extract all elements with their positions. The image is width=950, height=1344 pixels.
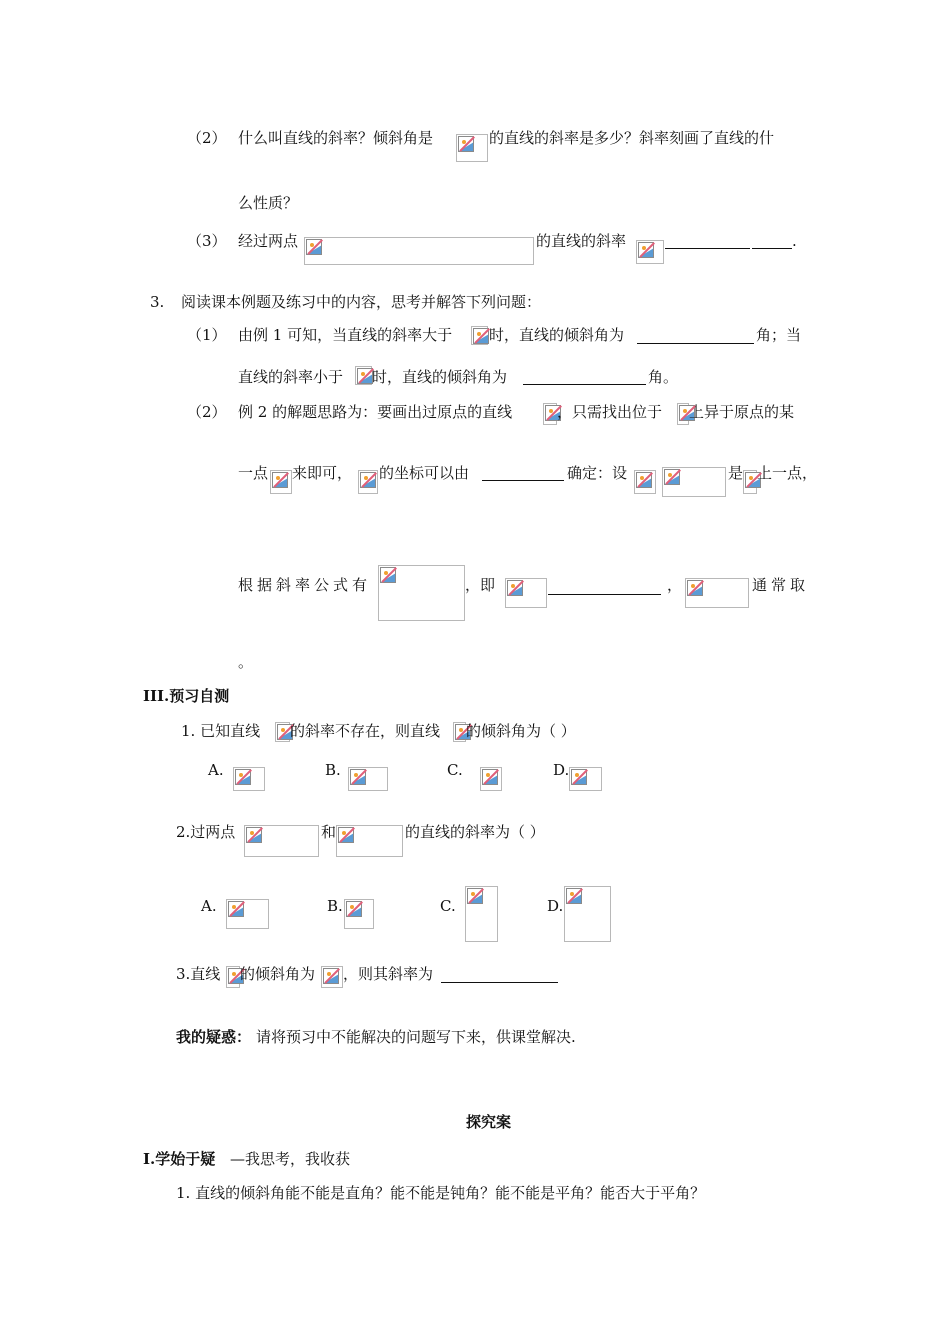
q3-period: . — [792, 232, 797, 250]
s3-p2-text-e: 来即可， — [292, 464, 353, 482]
section-3-number: 3. — [150, 293, 165, 311]
test-q2-text-a: 2.过两点 — [176, 823, 236, 841]
s3-p1-text-a: 由例 1 可知，当直线的斜率大于 — [238, 326, 453, 344]
answer-blank[interactable] — [752, 248, 792, 249]
formula-image-icon — [662, 467, 726, 497]
s3-p1-text-d: 直线的斜率小于 — [238, 368, 344, 386]
q2-text-end: 么性质？ — [238, 194, 299, 212]
s3-p1-number: （1） — [187, 326, 227, 344]
s3-p2-text-c: 上异于原点的某 — [689, 403, 795, 421]
test-q1-option-a[interactable]: A. — [208, 761, 224, 779]
answer-blank[interactable] — [637, 343, 754, 344]
test-q2-text-b: 和 — [321, 823, 337, 841]
test-q2-option-c[interactable]: C. — [440, 897, 456, 915]
test-q1-text-c: 的倾斜角为（ ） — [466, 722, 576, 740]
formula-image-icon — [636, 240, 664, 264]
s3-p1-text-e: 时，直线的倾斜角为 — [372, 368, 508, 386]
formula-image-icon — [465, 886, 498, 942]
test-q1-option-c[interactable]: C. — [447, 761, 463, 779]
formula-image-icon — [471, 326, 488, 345]
s3-p1-text-c: 角；当 — [756, 326, 802, 344]
s3-p2-text-m: 通常取 — [752, 576, 810, 594]
formula-image-icon — [226, 899, 269, 929]
s3-p2-text-a: 例 2 的解题思路为：要画出过原点的直线 — [238, 403, 513, 421]
answer-blank[interactable] — [548, 594, 661, 595]
answer-blank[interactable] — [441, 982, 558, 983]
test-q2-option-d[interactable]: D. — [547, 897, 564, 915]
test-q1-text-a: 1. 已知直线 — [181, 722, 261, 740]
formula-image-icon — [226, 966, 240, 988]
explore-title: 探究案 — [466, 1113, 512, 1131]
formula-image-icon — [348, 767, 388, 791]
s3-p2-text-l: ， — [667, 576, 683, 594]
formula-image-icon — [453, 722, 466, 742]
formula-image-icon — [677, 403, 689, 425]
s3-p1-text-b: 时，直线的倾斜角为 — [489, 326, 625, 344]
s3-p1-text-f: 角。 — [648, 368, 679, 386]
formula-image-icon — [378, 565, 465, 621]
q2-text-mid: 的直线的斜率是多少？斜率刻画了直线的什 — [489, 129, 775, 147]
q3-number: （3） — [187, 232, 227, 250]
formula-image-icon — [543, 403, 557, 425]
answer-blank[interactable] — [523, 384, 646, 385]
formula-image-icon — [480, 767, 502, 791]
section-3-instruction: 阅读课本例题及练习中的内容，思考并解答下列问题： — [181, 293, 542, 311]
answer-blank[interactable] — [482, 480, 564, 481]
formula-image-icon — [569, 767, 602, 791]
answer-blank[interactable] — [665, 248, 750, 249]
s3-p2-number: （2） — [187, 403, 227, 421]
s3-p2-text-h: 是 — [728, 464, 744, 482]
formula-image-icon — [233, 767, 265, 791]
explore-subtitle-bold: I.学始于疑 — [143, 1150, 216, 1168]
s3-p2-text-k: ，即 — [465, 576, 496, 594]
test-q2-option-b[interactable]: B. — [327, 897, 343, 915]
s3-p2-text-f: 的坐标可以由 — [379, 464, 470, 482]
formula-image-icon — [270, 470, 292, 494]
formula-image-icon — [634, 470, 656, 494]
s3-p2-text-d: 一点 — [238, 464, 269, 482]
s3-p2-text-b: ，只需找出位于 — [557, 403, 663, 421]
test-q3-text-a: 3.直线 — [176, 965, 221, 983]
formula-image-icon — [321, 966, 343, 988]
formula-image-icon — [505, 578, 547, 608]
test-q1-option-d[interactable]: D. — [553, 761, 570, 779]
formula-image-icon — [344, 899, 374, 929]
doubt-text: 请将预习中不能解决的问题写下来，供课堂解决. — [256, 1028, 576, 1046]
formula-image-icon — [304, 237, 534, 265]
test-q1-option-b[interactable]: B. — [325, 761, 341, 779]
test-q3-text-b: 的倾斜角为 — [240, 965, 316, 983]
q2-number: （2） — [187, 129, 227, 147]
formula-image-icon — [355, 366, 372, 385]
q3-text-start: 经过两点 — [238, 232, 299, 250]
formula-image-icon — [244, 825, 319, 857]
formula-image-icon — [336, 825, 403, 857]
formula-image-icon — [275, 722, 290, 742]
formula-image-icon — [358, 470, 378, 494]
formula-image-icon — [564, 886, 611, 942]
test-q1-text-b: 的斜率不存在，则直线 — [290, 722, 441, 740]
explore-q1: 1. 直线的倾斜角能不能是直角？能不能是钝角？能不能是平角？能否大于平角？ — [176, 1184, 706, 1202]
doubt-label: 我的疑惑： — [176, 1028, 252, 1046]
s3-p2-text-n: 。 — [238, 653, 254, 671]
formula-image-icon — [456, 134, 488, 162]
test-q2-text-c: 的直线的斜率为（ ） — [405, 823, 545, 841]
s3-p2-text-j: 根据斜率公式有 — [238, 576, 372, 594]
s3-p2-text-i: 上一点， — [757, 464, 818, 482]
test-q2-option-a[interactable]: A. — [201, 897, 217, 915]
q3-text-mid: 的直线的斜率 — [536, 232, 627, 250]
formula-image-icon — [743, 470, 757, 494]
formula-image-icon — [685, 578, 749, 608]
explore-subtitle-rest: —我思考，我收获 — [230, 1150, 351, 1168]
section-iii-title: III.预习自测 — [143, 687, 230, 705]
s3-p2-text-g: 确定：设 — [567, 464, 628, 482]
test-q3-text-c: ，则其斜率为 — [343, 965, 434, 983]
q2-text-start: 什么叫直线的斜率？倾斜角是 — [238, 129, 434, 147]
